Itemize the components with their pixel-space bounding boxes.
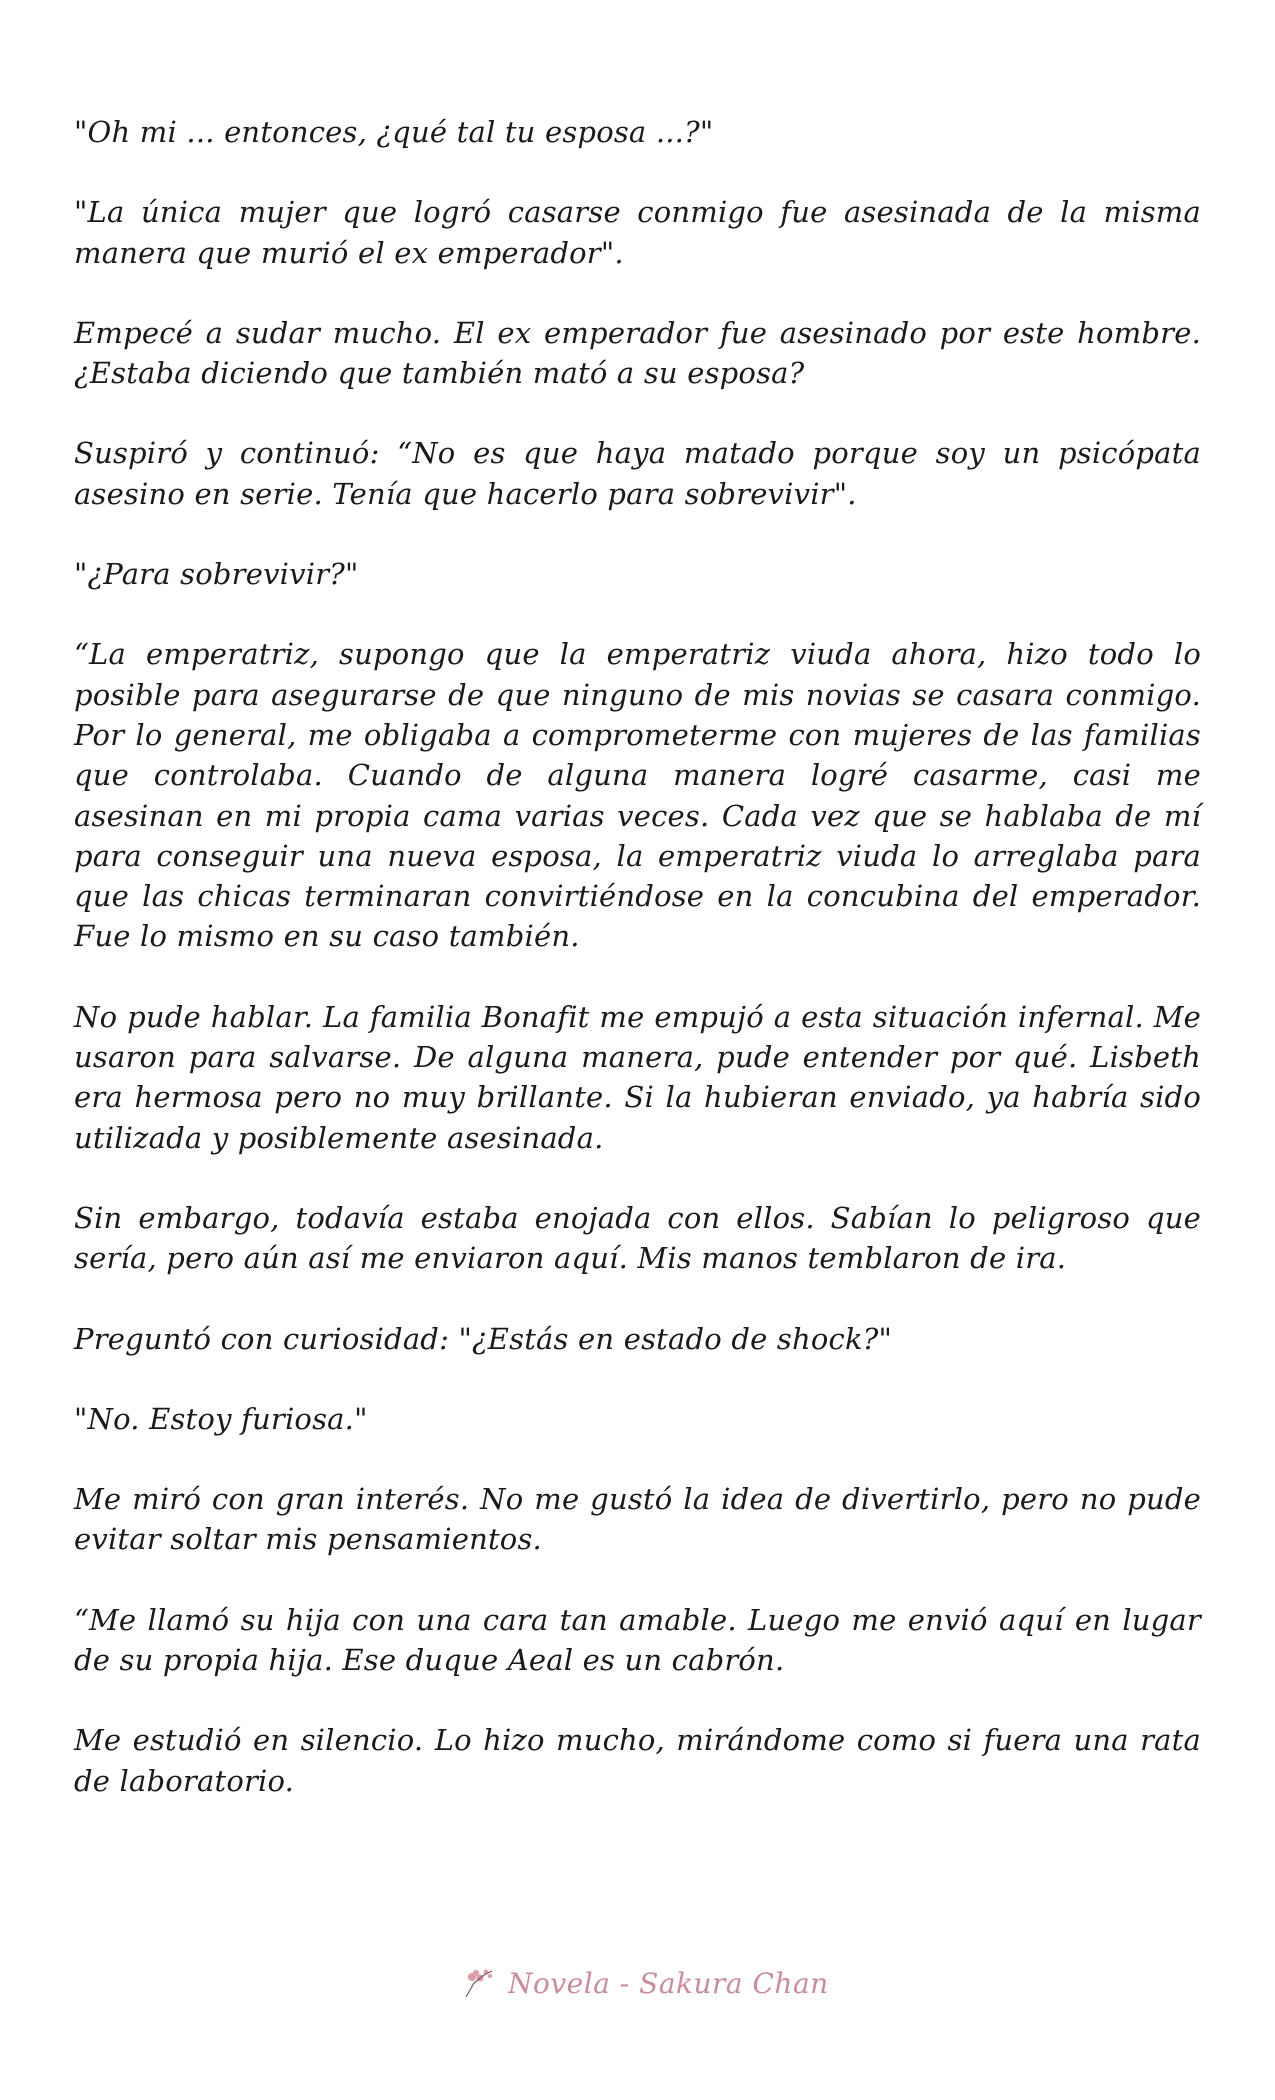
- paragraph: "La única mujer que logró casarse conmigo fue asesinada de la misma manera que murió el ex emperador".: [74, 195, 1201, 270]
- paragraph: Sin embargo, todavía estaba enojada con ellos. Sabían lo peligroso que sería, pero aún así me enviaron aquí. Mis manos temblaron de ira.: [74, 1200, 1201, 1276]
- paragraph: Preguntó con curiosidad: "¿Estás en estado de shock?": [74, 1321, 892, 1356]
- paragraph: Me estudió en silencio. Lo hizo mucho, mirándome como si fuera una rata de laboratorio.: [74, 1723, 1201, 1798]
- watermark: [460, 1958, 829, 2008]
- paragraph: Me miró con gran interés. No me gustó la idea de divertirlo, pero no pude evitar soltar mis pensamientos.: [74, 1482, 1201, 1557]
- paragraph: Empecé a sudar mucho. El ex emperador fue asesinado por este hombre. ¿Estaba diciendo que también mató a su esposa?: [74, 315, 1201, 391]
- paragraph: “Me llamó su hija con una cara tan amable. Luego me envió aquí en lugar de su propia hija. Ese duque Aeal es un cabrón.: [74, 1602, 1201, 1678]
- paragraph: “La emperatriz, supongo que la emperatriz viuda ahora, hizo todo lo posible para asegurarse de que ninguno de mis novias se casara conmigo. Por lo general, me obligaba a comprometerme con mujeres de las familias que controlaba. Cuando de alguna manera logré casarme, casi me asesinan en mi propia cama varias veces. Cada vez que se hablaba de mí para conseguir una nueva esposa, la emperatriz viuda lo arreglaba para que las chicas terminaran convirtiéndose en la concubina del emperador. Fue lo mismo en su caso también.: [74, 637, 1201, 954]
- paragraph: Suspiró y continuó: “No es que haya matado porque soy un psicópata asesino en serie. Tenía que hacerlo para sobrevivir".: [74, 436, 1201, 511]
- paragraph: "No. Estoy furiosa.": [74, 1401, 368, 1436]
- paragraph: No pude hablar. La familia Bonafit me empujó a esta situación infernal. Me usaron para salvarse. De alguna manera, pude entender por qué. Lisbeth era hermosa pero no muy brillante. Si la hubieran enviado, ya habría sido utilizada y posiblemente asesinada.: [74, 999, 1201, 1155]
- paragraph: "Oh mi ... entonces, ¿qué tal tu esposa ...?": [74, 115, 714, 149]
- sakura-flower-icon: [460, 1963, 500, 2003]
- watermark-text: Novela - Sakura Chan: [508, 1966, 829, 2000]
- paragraph: "¿Para sobrevivir?": [74, 557, 359, 592]
- document-body: [74, 112, 1201, 1841]
